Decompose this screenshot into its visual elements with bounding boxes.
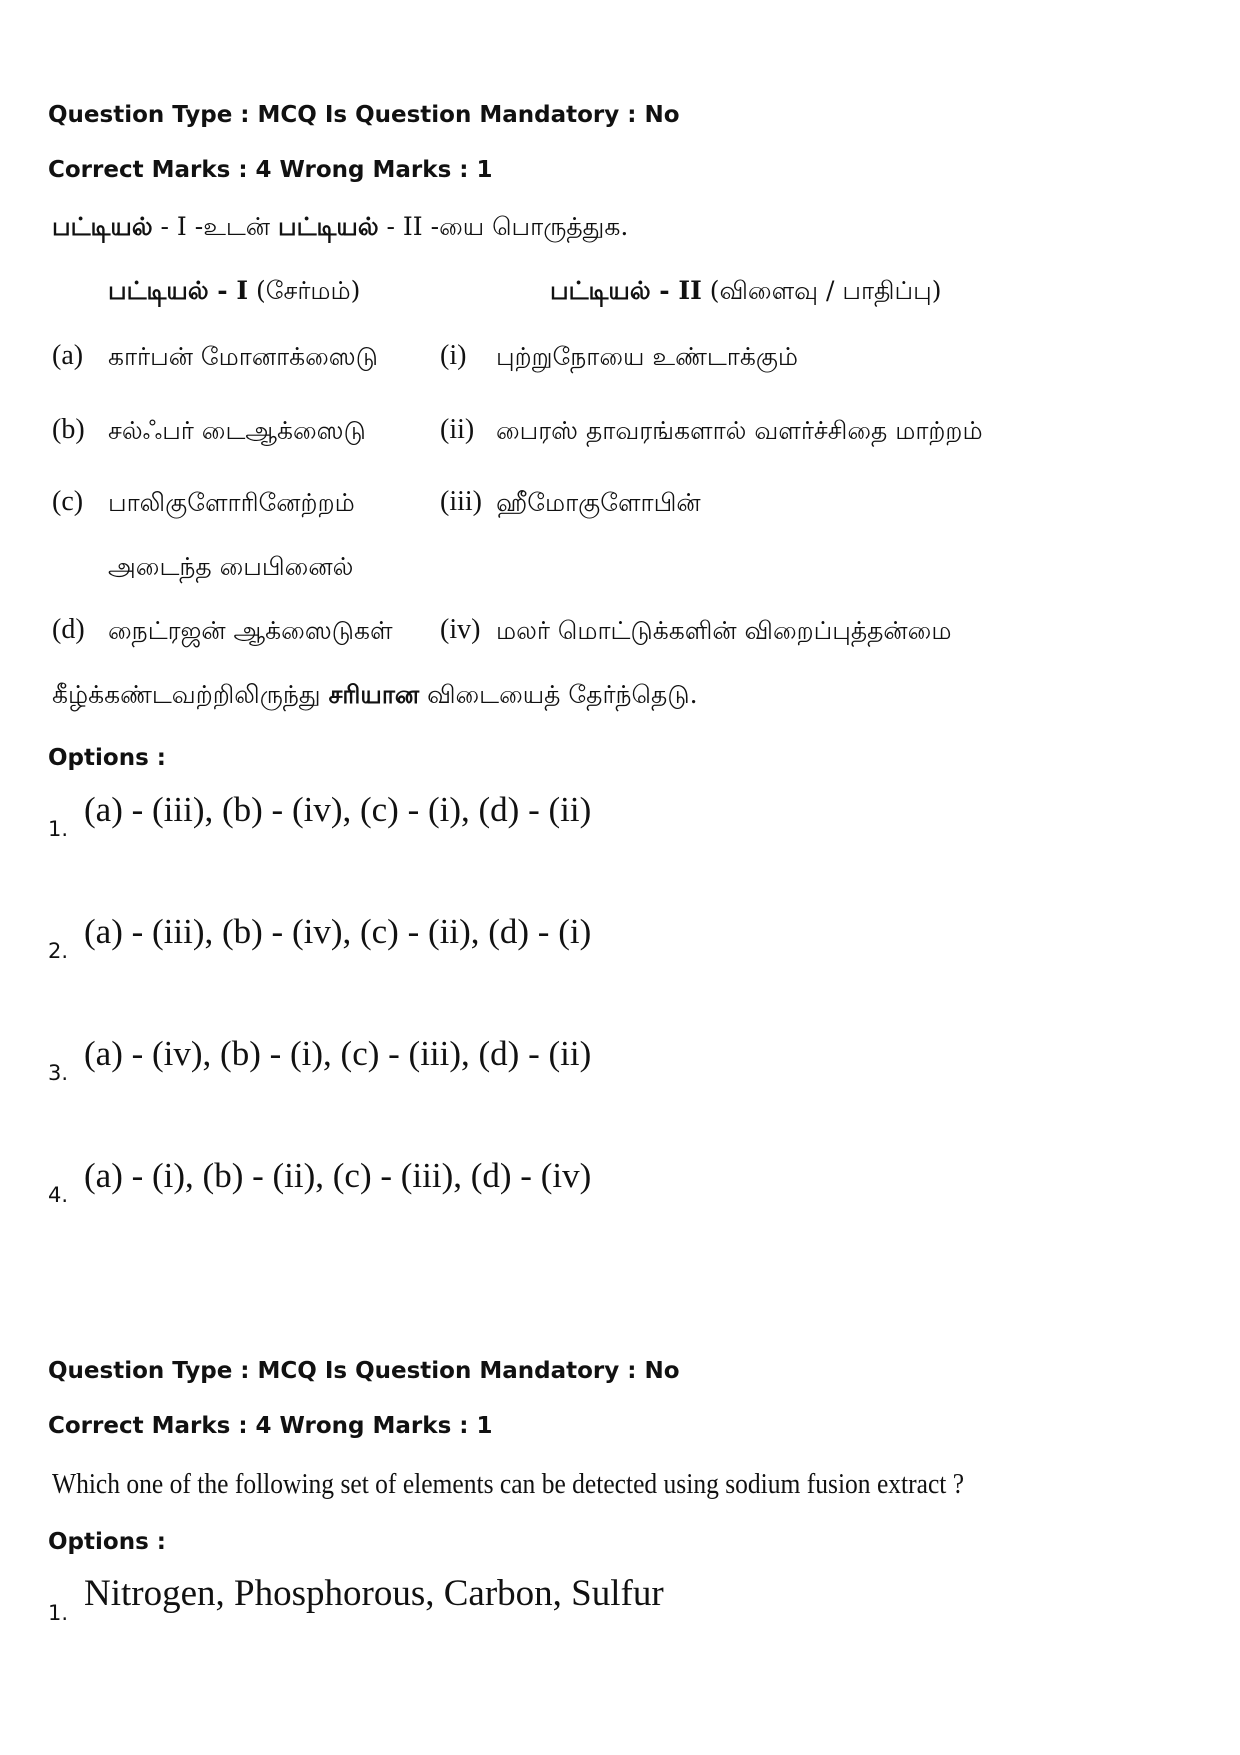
list-2-item: ஹீமோகுளோபின் bbox=[496, 488, 701, 517]
list-2-item: புற்றுநோயை உண்டாக்கும் bbox=[496, 342, 799, 371]
option-number: 2. bbox=[48, 939, 69, 963]
row-mark-c: (c) bbox=[52, 486, 84, 517]
list-2-item: மலர் மொட்டுக்களின் விறைப்புத்தன்மை bbox=[496, 616, 952, 645]
list-1-item: நைட்ரஜன் ஆக்ஸைடுகள் bbox=[108, 616, 393, 645]
row-mark-a: (a) bbox=[52, 340, 84, 371]
row-mark-iv: (iv) bbox=[440, 614, 481, 645]
row-mark-i: (i) bbox=[440, 340, 467, 371]
options-label: Options : bbox=[48, 745, 166, 771]
options-label: Options : bbox=[48, 1529, 166, 1555]
question-text: Which one of the following set of elements can be detected using sodium fusion extract ? bbox=[52, 1468, 965, 1500]
option-text: (a) - (iii), (b) - (iv), (c) - (i), (d) - (ii) bbox=[84, 790, 592, 829]
row-mark-d: (d) bbox=[52, 614, 85, 645]
list-1-item: சல்ஃபர் டைஆக்ஸைடு bbox=[108, 416, 366, 445]
list-1-header: பட்டியல் - I (சேர்மம்) bbox=[108, 276, 361, 305]
option-number: 1. bbox=[48, 817, 69, 841]
option-number: 4. bbox=[48, 1183, 69, 1207]
option-number: 1. bbox=[48, 1601, 69, 1625]
option-text: (a) - (iv), (b) - (i), (c) - (iii), (d) - (ii) bbox=[84, 1034, 592, 1073]
row-mark-b: (b) bbox=[52, 414, 85, 445]
list-2-header: பட்டியல் - II (விளைவு / பாதிப்பு) bbox=[550, 276, 942, 305]
option-text: Nitrogen, Phosphorous, Carbon, Sulfur bbox=[84, 1573, 664, 1614]
question-meta-type: Question Type : MCQ Is Question Mandatory : No bbox=[48, 1358, 680, 1384]
option-number: 3. bbox=[48, 1061, 69, 1085]
list-1-item: பாலிகுளோரினேற்றம் bbox=[108, 488, 355, 517]
list-2-item: பைரஸ் தாவரங்களால் வளர்ச்சிதை மாற்றம் bbox=[496, 416, 983, 445]
list-1-item: கார்பன் மோனாக்ஸைடு bbox=[108, 342, 378, 371]
question-meta-marks: Correct Marks : 4 Wrong Marks : 1 bbox=[48, 1413, 493, 1439]
question-meta-type: Question Type : MCQ Is Question Mandatory : No bbox=[48, 102, 680, 128]
option-text: (a) - (iii), (b) - (iv), (c) - (ii), (d) - (i) bbox=[84, 912, 592, 951]
match-instruction: பட்டியல் - I -உடன் பட்டியல் - II -யை பொருத்துக. bbox=[52, 212, 629, 241]
list-1-item-continued: அடைந்த பைபினைல் bbox=[108, 552, 354, 581]
question-meta-marks: Correct Marks : 4 Wrong Marks : 1 bbox=[48, 157, 493, 183]
row-mark-iii: (iii) bbox=[440, 486, 482, 517]
option-text: (a) - (i), (b) - (ii), (c) - (iii), (d) - (iv) bbox=[84, 1156, 592, 1195]
row-mark-ii: (ii) bbox=[440, 414, 475, 445]
question-text: கீழ்க்கண்டவற்றிலிருந்து சரியான விடையைத் தேர்ந்தெடு. bbox=[52, 680, 698, 709]
